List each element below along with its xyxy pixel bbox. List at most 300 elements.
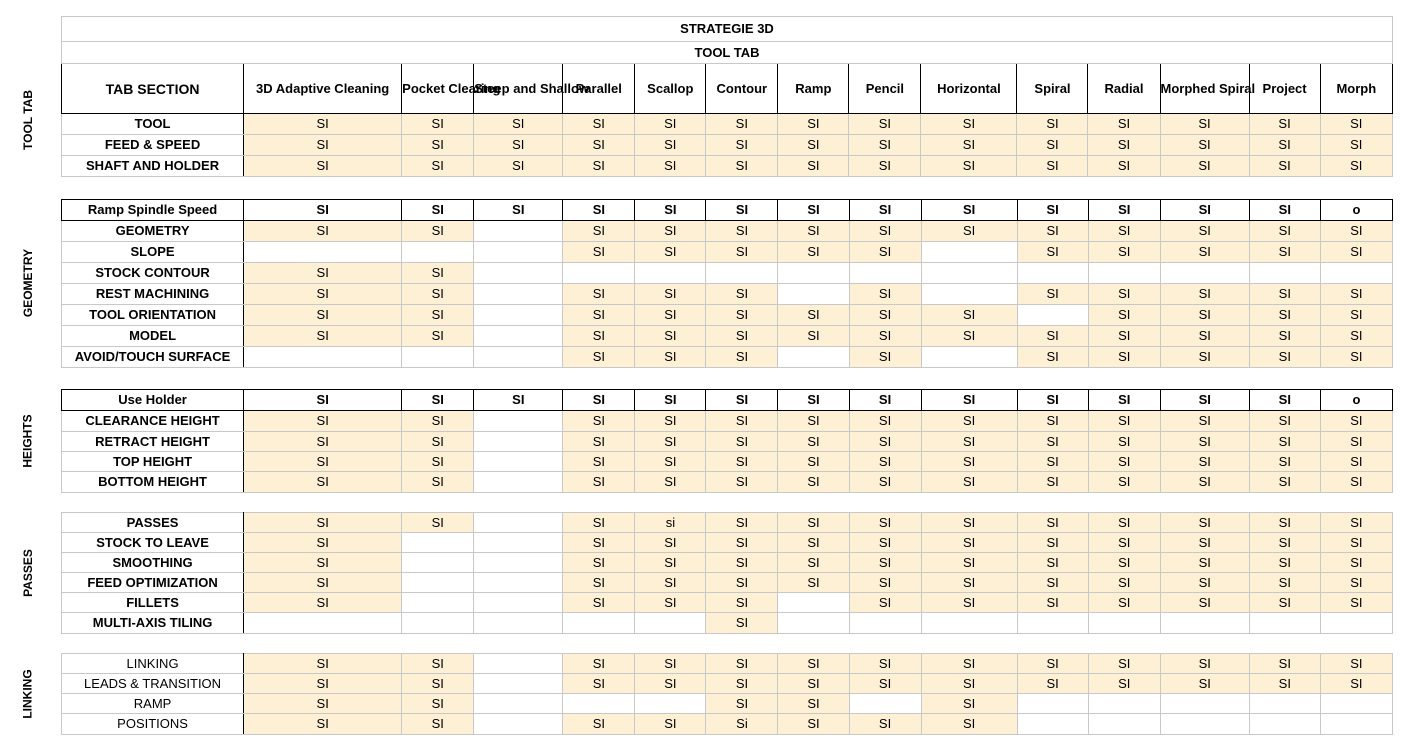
cell: SI — [1160, 432, 1249, 452]
cell: SI — [244, 284, 402, 305]
cell: SI — [1088, 242, 1160, 263]
cell: SI — [849, 513, 921, 533]
cell: SI — [244, 263, 402, 284]
table-row — [62, 221, 1393, 242]
cell — [474, 573, 563, 593]
cell — [849, 263, 921, 284]
cell: SI — [635, 200, 706, 221]
cell — [402, 573, 474, 593]
table-row — [62, 284, 1393, 305]
cell: SI — [1017, 513, 1088, 533]
section-label-text: TOOL TAB — [21, 89, 35, 150]
row-label: TOP HEIGHT — [62, 452, 244, 472]
cell — [635, 613, 706, 634]
cell: SI — [1249, 114, 1320, 135]
cell: SI — [778, 452, 849, 472]
row-label: POSITIONS — [62, 714, 244, 735]
cell: SI — [474, 135, 563, 156]
cell: SI — [1088, 200, 1160, 221]
cell: SI — [1320, 156, 1392, 177]
cell: SI — [778, 533, 849, 553]
table-row — [62, 263, 1393, 284]
cell: SI — [706, 390, 778, 411]
cell: SI — [921, 114, 1017, 135]
strategy-column-header: 3D Adaptive Cleaning — [244, 64, 402, 114]
cell: SI — [563, 674, 635, 694]
cell: SI — [849, 284, 921, 305]
cell — [402, 613, 474, 634]
cell: SI — [1088, 472, 1160, 493]
cell: SI — [244, 411, 402, 432]
cell: SI — [1320, 305, 1392, 326]
table-row — [62, 347, 1393, 368]
cell — [474, 674, 563, 694]
table-row — [62, 613, 1393, 634]
cell: SI — [778, 573, 849, 593]
cell: SI — [244, 533, 402, 553]
cell: SI — [635, 242, 706, 263]
cell: SI — [563, 284, 635, 305]
strategy-column-header: Radial — [1088, 64, 1160, 114]
cell: SI — [706, 654, 778, 674]
cell: SI — [244, 553, 402, 573]
cell: SI — [1088, 390, 1160, 411]
cell: SI — [244, 326, 402, 347]
cell: SI — [635, 533, 706, 553]
cell — [1320, 694, 1392, 714]
cell: SI — [563, 553, 635, 573]
cell: SI — [1088, 221, 1160, 242]
cell: SI — [1017, 135, 1088, 156]
cell: SI — [706, 326, 778, 347]
cell — [402, 242, 474, 263]
cell: SI — [849, 390, 921, 411]
cell: SI — [1320, 674, 1392, 694]
cell: SI — [849, 326, 921, 347]
table-row — [62, 513, 1393, 533]
cell: SI — [921, 452, 1017, 472]
cell: SI — [1249, 305, 1320, 326]
cell: SI — [706, 242, 778, 263]
cell: SI — [1249, 573, 1320, 593]
cell: SI — [1320, 221, 1392, 242]
cell: SI — [1088, 305, 1160, 326]
section-label — [18, 199, 38, 367]
page-subtitle: TOOL TAB — [62, 42, 1393, 64]
cell: SI — [1017, 390, 1088, 411]
row-label: RETRACT HEIGHT — [62, 432, 244, 452]
cell: SI — [849, 347, 921, 368]
cell: SI — [921, 593, 1017, 613]
cell: SI — [244, 593, 402, 613]
table-row — [62, 114, 1393, 135]
row-label: RAMP — [62, 694, 244, 714]
cell: SI — [1017, 284, 1088, 305]
cell: SI — [244, 305, 402, 326]
tab-section-header: TAB SECTION — [62, 64, 244, 114]
table-row — [62, 135, 1393, 156]
cell: SI — [635, 452, 706, 472]
cell: SI — [1160, 347, 1249, 368]
cell: SI — [706, 573, 778, 593]
cell: SI — [563, 114, 635, 135]
cell: SI — [706, 114, 778, 135]
cell: SI — [563, 432, 635, 452]
row-label: CLEARANCE HEIGHT — [62, 411, 244, 432]
cell: SI — [1160, 156, 1249, 177]
row-label: TOOL ORIENTATION — [62, 305, 244, 326]
strategy-column-header: Project — [1249, 64, 1320, 114]
row-label: Ramp Spindle Speed — [62, 200, 244, 221]
cell: SI — [402, 654, 474, 674]
cell — [474, 452, 563, 472]
cell: SI — [921, 694, 1017, 714]
cell: SI — [1017, 432, 1088, 452]
row-label: MODEL — [62, 326, 244, 347]
cell: SI — [244, 714, 402, 735]
cell: SI — [1088, 284, 1160, 305]
cell — [1249, 694, 1320, 714]
table-row — [62, 452, 1393, 472]
cell: SI — [778, 200, 849, 221]
cell: SI — [402, 714, 474, 735]
table-row — [62, 714, 1393, 735]
row-label: Use Holder — [62, 390, 244, 411]
cell: SI — [1088, 593, 1160, 613]
table-row — [62, 242, 1393, 263]
row-label: LEADS & TRANSITION — [62, 674, 244, 694]
cell — [921, 242, 1017, 263]
section-label — [18, 653, 38, 734]
cell: SI — [1017, 573, 1088, 593]
cell — [563, 263, 635, 284]
cell: SI — [1249, 472, 1320, 493]
cell: SI — [635, 305, 706, 326]
cell: SI — [1320, 242, 1392, 263]
cell: SI — [244, 654, 402, 674]
cell: SI — [1320, 654, 1392, 674]
cell: SI — [244, 472, 402, 493]
cell — [921, 347, 1017, 368]
cell: SI — [1249, 411, 1320, 432]
row-label: BOTTOM HEIGHT — [62, 472, 244, 493]
cell: SI — [1017, 472, 1088, 493]
cell — [474, 513, 563, 533]
cell: SI — [1160, 533, 1249, 553]
cell: SI — [778, 674, 849, 694]
cell: SI — [706, 674, 778, 694]
cell: SI — [1088, 553, 1160, 573]
cell: SI — [1320, 452, 1392, 472]
cell — [474, 593, 563, 613]
cell — [244, 347, 402, 368]
cell: SI — [1249, 390, 1320, 411]
row-label: AVOID/TOUCH SURFACE — [62, 347, 244, 368]
cell — [474, 221, 563, 242]
cell: Si — [706, 714, 778, 735]
cell: SI — [635, 674, 706, 694]
cell: SI — [706, 200, 778, 221]
cell: SI — [244, 694, 402, 714]
cell: SI — [921, 411, 1017, 432]
cell — [474, 263, 563, 284]
cell: SI — [244, 674, 402, 694]
section-label — [18, 512, 38, 633]
cell — [402, 533, 474, 553]
cell: SI — [921, 553, 1017, 573]
cell: SI — [778, 221, 849, 242]
row-label: SLOPE — [62, 242, 244, 263]
cell — [778, 593, 849, 613]
cell — [778, 263, 849, 284]
cell: SI — [1017, 242, 1088, 263]
cell: SI — [706, 452, 778, 472]
cell: SI — [563, 573, 635, 593]
cell: SI — [563, 452, 635, 472]
cell: SI — [1249, 326, 1320, 347]
cell: SI — [244, 513, 402, 533]
cell: SI — [849, 221, 921, 242]
cell: SI — [849, 432, 921, 452]
section-label-text: HEIGHTS — [21, 413, 35, 468]
cell: SI — [402, 221, 474, 242]
cell: SI — [635, 472, 706, 493]
cell: SI — [706, 593, 778, 613]
cell — [1320, 613, 1392, 634]
cell: SI — [402, 284, 474, 305]
cell: SI — [706, 513, 778, 533]
cell: SI — [402, 114, 474, 135]
cell: SI — [849, 135, 921, 156]
cell: SI — [1249, 533, 1320, 553]
cell: SI — [244, 114, 402, 135]
cell: SI — [1088, 326, 1160, 347]
cell — [1017, 263, 1088, 284]
cell: SI — [921, 200, 1017, 221]
cell: SI — [1017, 593, 1088, 613]
cell: SI — [1017, 411, 1088, 432]
cell: SI — [1249, 654, 1320, 674]
cell — [474, 714, 563, 735]
cell: SI — [563, 135, 635, 156]
section-table-tool-tab — [61, 16, 1393, 177]
cell: SI — [921, 573, 1017, 593]
cell: SI — [402, 694, 474, 714]
table-row — [62, 573, 1393, 593]
cell: SI — [563, 472, 635, 493]
strategy-column-header: Contour — [706, 64, 778, 114]
cell: SI — [635, 326, 706, 347]
table-row — [62, 553, 1393, 573]
cell — [474, 284, 563, 305]
cell: SI — [1249, 553, 1320, 573]
cell — [921, 613, 1017, 634]
table-row — [62, 593, 1393, 613]
cell: SI — [1017, 221, 1088, 242]
cell: SI — [1017, 553, 1088, 573]
cell — [474, 654, 563, 674]
cell — [849, 613, 921, 634]
cell: SI — [849, 593, 921, 613]
section-label-text: LINKING — [21, 668, 35, 719]
cell: SI — [1320, 411, 1392, 432]
cell: SI — [244, 390, 402, 411]
cell: SI — [1160, 452, 1249, 472]
cell: SI — [1160, 221, 1249, 242]
cell: SI — [1088, 674, 1160, 694]
cell — [1160, 263, 1249, 284]
cell: SI — [1160, 242, 1249, 263]
cell — [1017, 305, 1088, 326]
cell: SI — [1017, 452, 1088, 472]
cell: SI — [402, 513, 474, 533]
cell: SI — [244, 156, 402, 177]
cell: SI — [1249, 452, 1320, 472]
cell: SI — [635, 135, 706, 156]
table-row — [62, 472, 1393, 493]
cell: SI — [1088, 156, 1160, 177]
cell — [474, 242, 563, 263]
cell: SI — [1249, 513, 1320, 533]
cell: SI — [635, 573, 706, 593]
cell: SI — [1017, 654, 1088, 674]
title-row — [62, 17, 1393, 42]
cell: SI — [1249, 284, 1320, 305]
cell: SI — [1249, 242, 1320, 263]
cell: SI — [849, 533, 921, 553]
cell — [1249, 263, 1320, 284]
cell: SI — [1017, 533, 1088, 553]
cell: SI — [635, 390, 706, 411]
cell: SI — [778, 432, 849, 452]
cell — [1320, 714, 1392, 735]
row-label: SHAFT AND HOLDER — [62, 156, 244, 177]
cell: SI — [402, 411, 474, 432]
cell — [1088, 694, 1160, 714]
cell: SI — [1160, 573, 1249, 593]
cell: SI — [706, 432, 778, 452]
cell: SI — [244, 573, 402, 593]
cell: SI — [1017, 347, 1088, 368]
cell: SI — [849, 242, 921, 263]
cell: SI — [921, 221, 1017, 242]
cell: SI — [402, 432, 474, 452]
cell — [778, 347, 849, 368]
cell: SI — [706, 156, 778, 177]
cell — [474, 305, 563, 326]
cell — [474, 694, 563, 714]
cell — [921, 263, 1017, 284]
cell: SI — [563, 411, 635, 432]
cell: SI — [778, 654, 849, 674]
cell: SI — [1088, 513, 1160, 533]
table-row — [62, 305, 1393, 326]
cell: SI — [635, 714, 706, 735]
cell: SI — [1088, 114, 1160, 135]
cell: SI — [402, 390, 474, 411]
section-label-text: GEOMETRY — [21, 248, 36, 318]
row-label: MULTI-AXIS TILING — [62, 613, 244, 634]
section-table-geometry — [61, 199, 1393, 368]
cell: SI — [563, 200, 635, 221]
strategy-column-header: Pocket Clearing — [402, 64, 474, 114]
cell — [1160, 714, 1249, 735]
cell: SI — [921, 135, 1017, 156]
cell: SI — [1320, 533, 1392, 553]
cell: SI — [1249, 200, 1320, 221]
cell: SI — [635, 156, 706, 177]
cell: SI — [1320, 513, 1392, 533]
table-row — [62, 674, 1393, 694]
cell: o — [1320, 200, 1392, 221]
cell: SI — [1249, 135, 1320, 156]
section-label — [18, 63, 38, 176]
section-header-row — [62, 390, 1393, 411]
cell — [1249, 613, 1320, 634]
table-row — [62, 156, 1393, 177]
cell: SI — [563, 347, 635, 368]
cell: SI — [778, 714, 849, 735]
cell: SI — [402, 135, 474, 156]
cell: SI — [849, 573, 921, 593]
cell — [474, 347, 563, 368]
cell: SI — [1249, 432, 1320, 452]
cell — [1017, 613, 1088, 634]
cell: SI — [402, 200, 474, 221]
cell: SI — [706, 613, 778, 634]
cell: SI — [244, 452, 402, 472]
cell: SI — [921, 305, 1017, 326]
cell: SI — [1320, 284, 1392, 305]
cell: SI — [1249, 347, 1320, 368]
row-label: FILLETS — [62, 593, 244, 613]
section-label — [18, 389, 38, 492]
cell: SI — [1088, 347, 1160, 368]
cell: SI — [1017, 326, 1088, 347]
strategy-column-header: Scallop — [635, 64, 706, 114]
cell: SI — [635, 654, 706, 674]
table-row — [62, 326, 1393, 347]
cell: SI — [778, 242, 849, 263]
section-table-heights — [61, 389, 1393, 493]
cell: SI — [563, 714, 635, 735]
section-table-linking — [61, 653, 1393, 735]
cell — [563, 694, 635, 714]
cell: SI — [849, 452, 921, 472]
cell: SI — [244, 135, 402, 156]
cell: SI — [563, 305, 635, 326]
cell: SI — [563, 390, 635, 411]
cell: SI — [1320, 114, 1392, 135]
cell: SI — [921, 714, 1017, 735]
cell: SI — [402, 263, 474, 284]
cell: SI — [474, 390, 563, 411]
cell: SI — [402, 326, 474, 347]
cell: SI — [921, 326, 1017, 347]
cell: SI — [778, 411, 849, 432]
cell: SI — [921, 654, 1017, 674]
cell: SI — [706, 472, 778, 493]
cell: SI — [706, 305, 778, 326]
cell: SI — [563, 593, 635, 613]
cell: SI — [1088, 654, 1160, 674]
cell: SI — [1320, 553, 1392, 573]
cell: SI — [849, 472, 921, 493]
cell: SI — [1160, 513, 1249, 533]
strategy-column-header: Parallel — [563, 64, 635, 114]
cell: SI — [402, 452, 474, 472]
cell: SI — [563, 221, 635, 242]
